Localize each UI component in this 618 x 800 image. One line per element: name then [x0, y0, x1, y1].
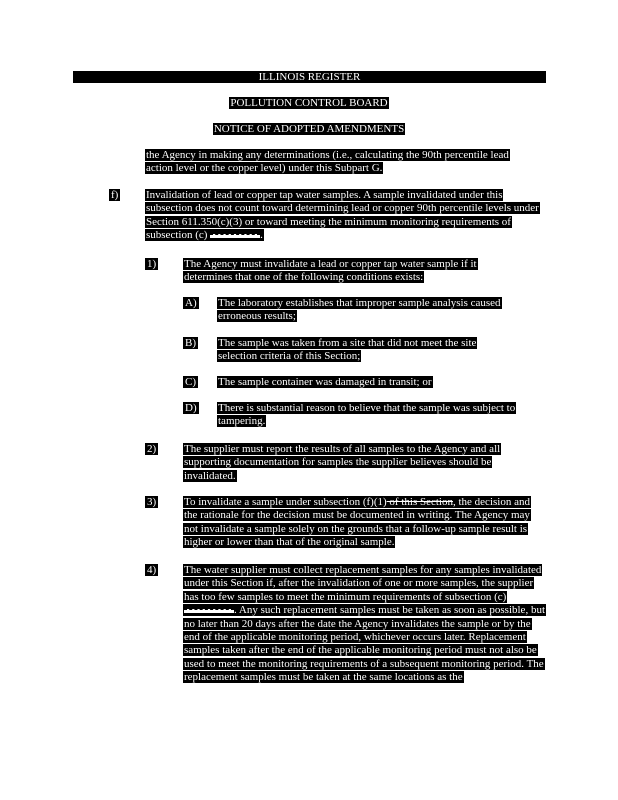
redaction-mark — [210, 234, 260, 238]
register-title-bar — [73, 71, 546, 83]
board-heading — [0, 97, 618, 109]
item-1-label: 1) — [147, 258, 157, 270]
struck-text: of this Section — [386, 496, 453, 508]
item-1a-paragraph: The laboratory establishes that improper sample analysis caused erroneous results; — [218, 297, 501, 323]
section-f-paragraph: Invalidation of lead or copper tap water samples. A sample invalidated under this subsection does not count toward determining lead or copper 90th percentile levels under Section 611.350(c)(3) or toward meeting the minimum monitoring requirements of subsection (c) . — [146, 189, 539, 242]
item-1d-label: D) — [185, 402, 197, 414]
notice-heading — [0, 123, 618, 135]
item-1a-label: A) — [185, 297, 197, 309]
item-1d-paragraph: There is substantial reason to believe that the sample was subject to tampering. — [218, 402, 516, 428]
notice-title: NOTICE OF ADOPTED AMENDMENTS — [213, 123, 405, 135]
item-1b-label: B) — [185, 337, 196, 349]
redaction-mark — [184, 609, 234, 613]
board-name: POLLUTION CONTROL BOARD — [230, 97, 388, 109]
item-4-label: 4) — [147, 564, 157, 576]
item-2-paragraph: The supplier must report the results of all samples to the Agency and all supporting documentation for samples the supplier believes should be invalidated. — [184, 443, 501, 482]
section-f-label: f) — [111, 189, 119, 201]
item-1-paragraph: The Agency must invalidate a lead or copper tap water sample if it determines that one of the following conditions exists: — [184, 258, 477, 284]
item-1b-paragraph: The sample was taken from a site that did not meet the site selection criteria of this Section; — [218, 337, 477, 363]
item-3-paragraph: To invalidate a sample under subsection (f)(1) of this Section, the decision and the rationale for the decision must be documented in writing. The Agency may not invalidate a sample solely on the grounds that a follow-up sample result is higher or lower than that of the original sample. — [184, 496, 530, 549]
item-1c-paragraph: The sample container was damaged in transit; or — [218, 376, 432, 388]
register-title: ILLINOIS REGISTER — [258, 71, 361, 83]
item-3-label: 3) — [147, 496, 157, 508]
item-4-paragraph: The water supplier must collect replacement samples for any samples invalidated under this Section if, after the invalidation of one or more samples, the supplier has too few samples to meet the minimum requirements of subsection (c) . Any such replacement samples must be taken as soon as possible, but no later than 20 days after the date the Agency invalidates the sample or by the end of the applicable monitoring period, whichever occurs later. Replacement samples taken after the end of the applicable monitoring period must not also be used to meet the monitoring requirements of a subsequent monitoring period. The replacement samples must be taken at the same locations as the — [184, 564, 545, 684]
item-1c-label: C) — [185, 376, 196, 388]
item-2-label: 2) — [147, 443, 157, 455]
continuation-paragraph: the Agency in making any determinations (i.e., calculating the 90th percentile lead action level or the copper level) under this Subpart G. — [146, 149, 509, 175]
